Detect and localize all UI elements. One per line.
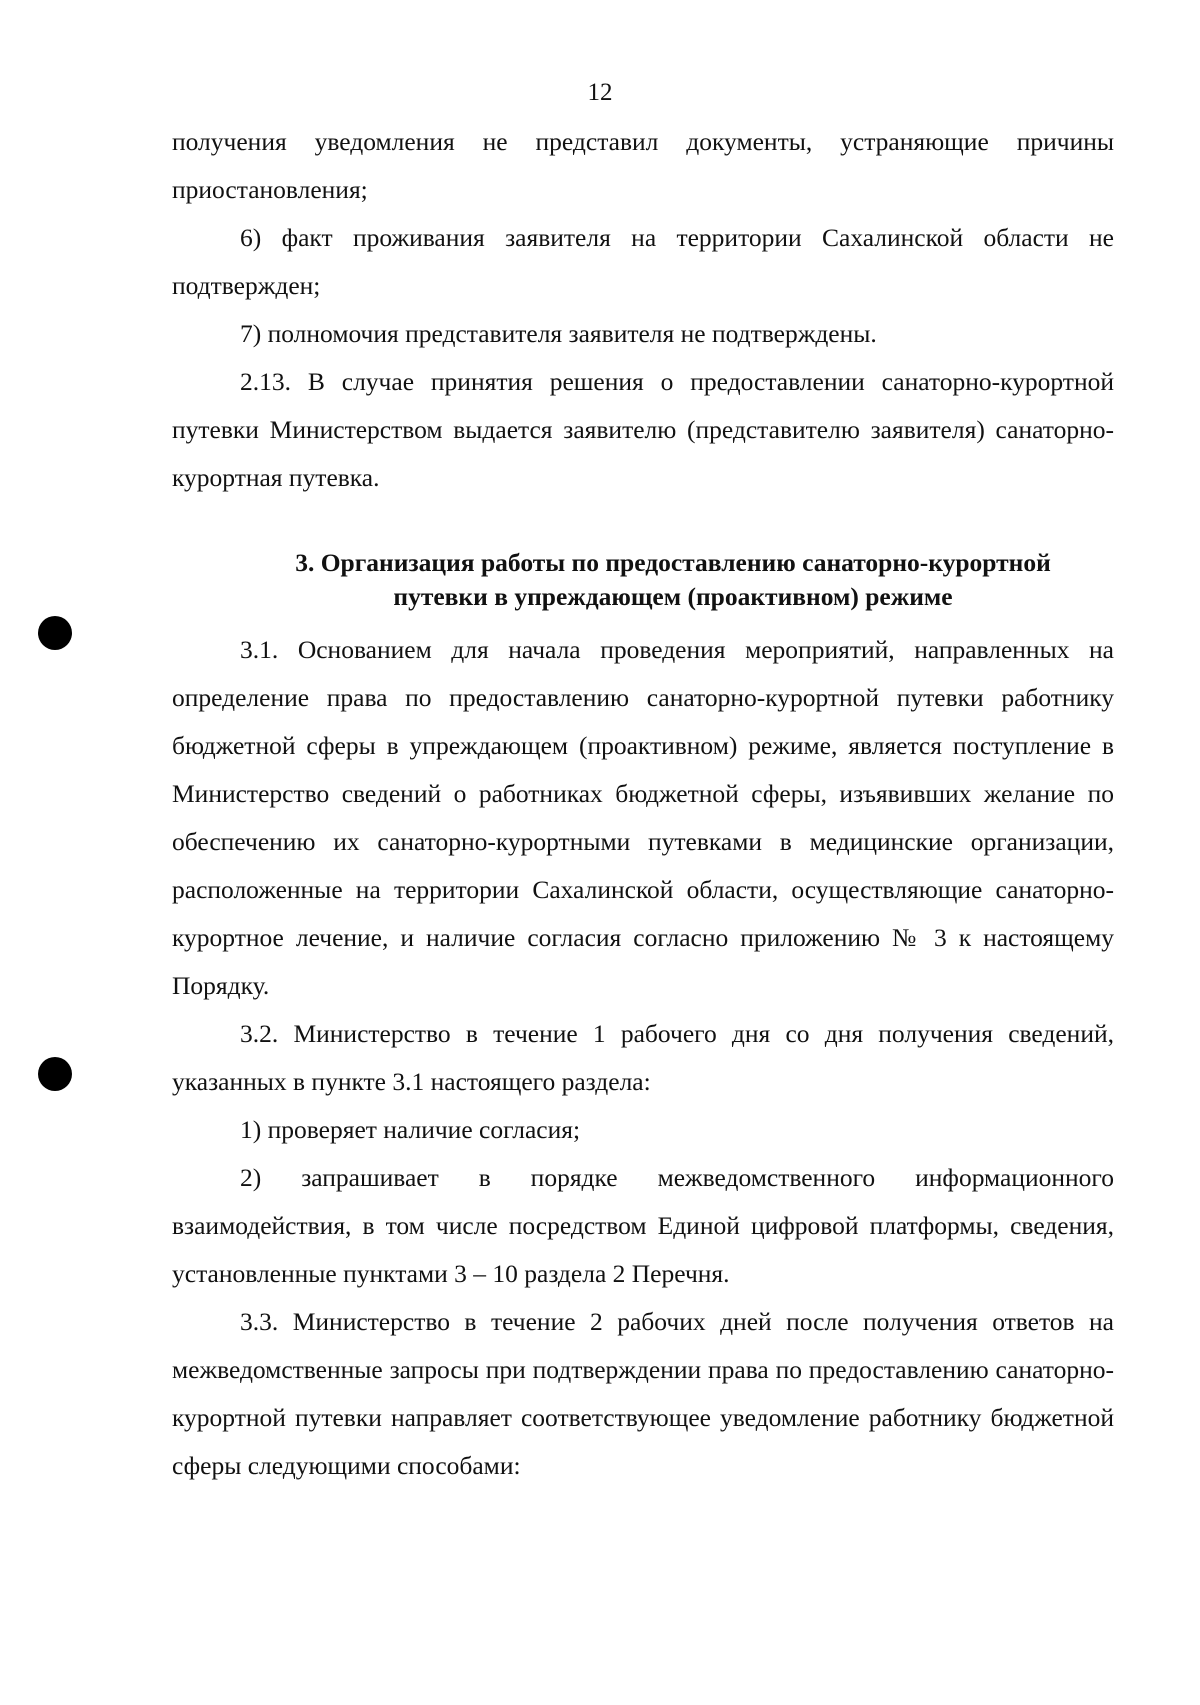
paragraph-continuation: получения уведомления не представил документы, устраняющие причины приостановления; bbox=[172, 127, 1114, 204]
list-item-7: 7) полномочия представителя заявителя не подтверждены. bbox=[240, 319, 877, 348]
section-heading-line-1: 3. Организация работы по предоставлению санаторно-курортной bbox=[295, 548, 1051, 577]
list-item-3-2-2: 2) запрашивает в порядке межведомственного информационного взаимодействия, в том числе посредством Единой цифровой платформы, сведения, установленные пунктами 3 – 10 раздела 2 Перечня. bbox=[172, 1163, 1114, 1288]
paragraph-3-3: 3.3. Министерство в течение 2 рабочих дней после получения ответов на межведомственные запросы при подтверждении права по предоставлению санаторно-курортной путевки направляет соответствующее уведомление работнику бюджетной сферы следующими способами: bbox=[172, 1307, 1114, 1480]
paragraph-2-13: 2.13. В случае принятия решения о предоставлении санаторно-курортной путевки Министерством выдается заявителю (представителю заявителя) санаторно-курортная путевка. bbox=[172, 367, 1114, 492]
punch-hole-top bbox=[38, 616, 72, 650]
page-number: 12 bbox=[587, 79, 613, 106]
body-text bbox=[172, 118, 1114, 1490]
punch-hole-bottom bbox=[38, 1057, 72, 1091]
list-item-6: 6) факт проживания заявителя на территории Сахалинской области не подтвержден; bbox=[172, 223, 1114, 300]
section-heading bbox=[172, 546, 1114, 614]
section-heading-line-2: путевки в упреждающем (проактивном) режиме bbox=[393, 582, 953, 611]
list-item-3-2-1: 1) проверяет наличие согласия; bbox=[240, 1115, 581, 1144]
paragraph-3-2: 3.2. Министерство в течение 1 рабочего дня со дня получения сведений, указанных в пункте 3.1 настоящего раздела: bbox=[172, 1019, 1114, 1096]
paragraph-3-1: 3.1. Основанием для начала проведения мероприятий, направленных на определение права по предоставлению санаторно-курортной путевки работнику бюджетной сферы в упреждающем (проактивном) режиме, является поступление в Министерство сведений о работниках бюджетной сферы, изъявивших желание по обеспечению их санаторно-курортными путевками в медицинские организации, расположенные на территории Сахалинской области, осуществляющие санаторно-курортное лечение, и наличие согласия согласно приложению № 3 к настоящему Порядку. bbox=[172, 635, 1114, 1000]
